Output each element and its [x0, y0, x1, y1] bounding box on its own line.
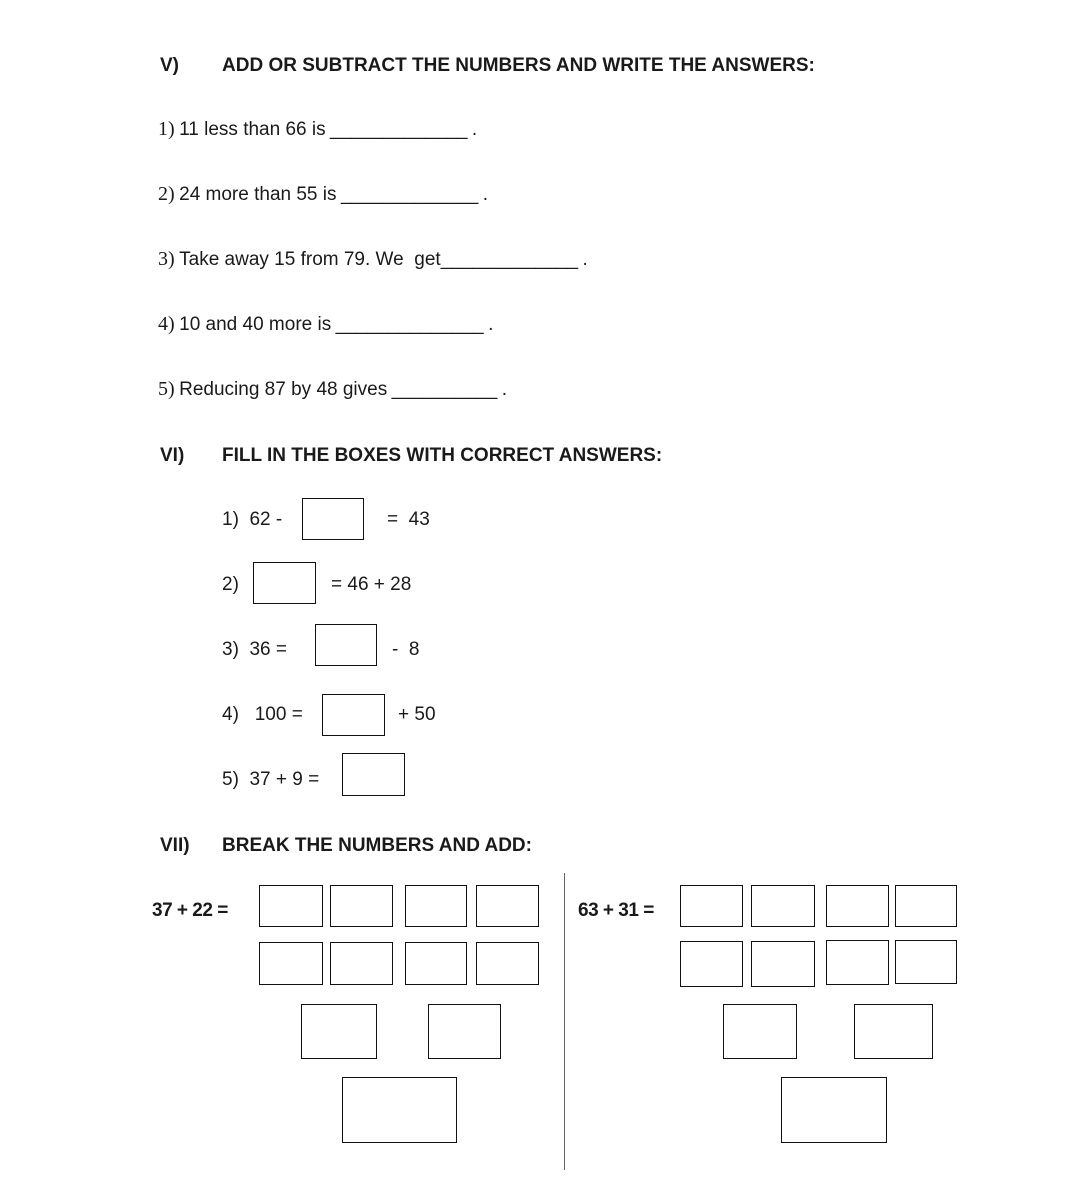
question-number: 1): [158, 118, 175, 140]
question-text: Reducing 87 by 48 gives: [179, 379, 388, 400]
question-number: 5): [158, 378, 175, 400]
question-v-3: [158, 248, 588, 271]
break-box[interactable]: [895, 885, 957, 927]
break-box[interactable]: [680, 941, 743, 987]
answer-blank[interactable]: _____________: [330, 119, 468, 140]
question-vi-4-after: + 50: [398, 704, 436, 725]
question-v-1: [158, 118, 477, 141]
section-vi-numeral: VI): [160, 445, 185, 466]
break-box[interactable]: [330, 885, 393, 927]
break-box[interactable]: [895, 940, 957, 984]
question-v-2: [158, 183, 488, 206]
break-box[interactable]: [405, 942, 467, 985]
break-box[interactable]: [751, 885, 815, 927]
section-vii-numeral: VII): [160, 835, 190, 856]
break-box[interactable]: [259, 885, 323, 927]
question-vi-5-before: 5) 37 + 9 =: [222, 769, 320, 790]
question-text: 24 more than 55 is: [179, 184, 337, 205]
break-box[interactable]: [405, 885, 467, 927]
section-vi-title: FILL IN THE BOXES WITH CORRECT ANSWERS:: [222, 445, 663, 466]
sum-box[interactable]: [723, 1004, 797, 1059]
break-box[interactable]: [330, 942, 393, 985]
column-divider: [564, 873, 565, 1170]
question-text: 11 less than 66 is: [179, 119, 326, 140]
answer-blank[interactable]: ______________: [335, 314, 484, 335]
break-box[interactable]: [751, 941, 815, 987]
question-vi-1-before: 1) 62 -: [222, 509, 283, 530]
answer-box[interactable]: [315, 624, 377, 666]
equation-right: 63 + 31 =: [578, 900, 654, 921]
section-vii-title: BREAK THE NUMBERS AND ADD:: [222, 835, 532, 856]
total-box[interactable]: [781, 1077, 887, 1143]
sum-box[interactable]: [854, 1004, 933, 1059]
question-v-5: [158, 378, 507, 401]
question-number: 3): [158, 248, 175, 270]
break-box[interactable]: [476, 942, 539, 985]
question-vi-4-before: 4) 100 =: [222, 704, 303, 725]
question-number: 2): [158, 183, 175, 205]
answer-box[interactable]: [253, 562, 316, 604]
break-box[interactable]: [826, 885, 889, 927]
break-box[interactable]: [680, 885, 743, 927]
period: .: [582, 249, 588, 270]
section-v-title: ADD OR SUBTRACT THE NUMBERS AND WRITE THE ANSWERS:: [222, 55, 815, 76]
question-vi-2-after: = 46 + 28: [331, 574, 412, 595]
period: .: [482, 184, 489, 205]
answer-box[interactable]: [322, 694, 385, 736]
question-v-4: [158, 313, 493, 336]
sum-box[interactable]: [428, 1004, 501, 1059]
answer-box[interactable]: [342, 753, 405, 796]
break-box[interactable]: [826, 940, 889, 985]
answer-blank[interactable]: _____________: [340, 184, 479, 205]
answer-blank[interactable]: _____________: [440, 249, 579, 270]
sum-box[interactable]: [301, 1004, 377, 1059]
question-number: 4): [158, 313, 175, 335]
break-box[interactable]: [259, 942, 323, 985]
answer-box[interactable]: [302, 498, 364, 540]
equation-left: 37 + 22 =: [152, 900, 228, 921]
question-text: 10 and 40 more is: [179, 314, 332, 335]
question-text: Take away 15 from 79. We get: [179, 249, 441, 270]
period: .: [501, 379, 508, 400]
question-vi-3-before: 3) 36 =: [222, 639, 287, 660]
question-vi-3-after: - 8: [392, 639, 420, 660]
question-vi-2-before: 2): [222, 574, 239, 595]
section-v-numeral: V): [160, 55, 179, 76]
total-box[interactable]: [342, 1077, 457, 1143]
break-box[interactable]: [476, 885, 539, 927]
answer-blank[interactable]: __________: [391, 379, 498, 400]
period: .: [471, 119, 478, 140]
question-vi-1-after: = 43: [387, 509, 430, 530]
period: .: [488, 314, 494, 335]
